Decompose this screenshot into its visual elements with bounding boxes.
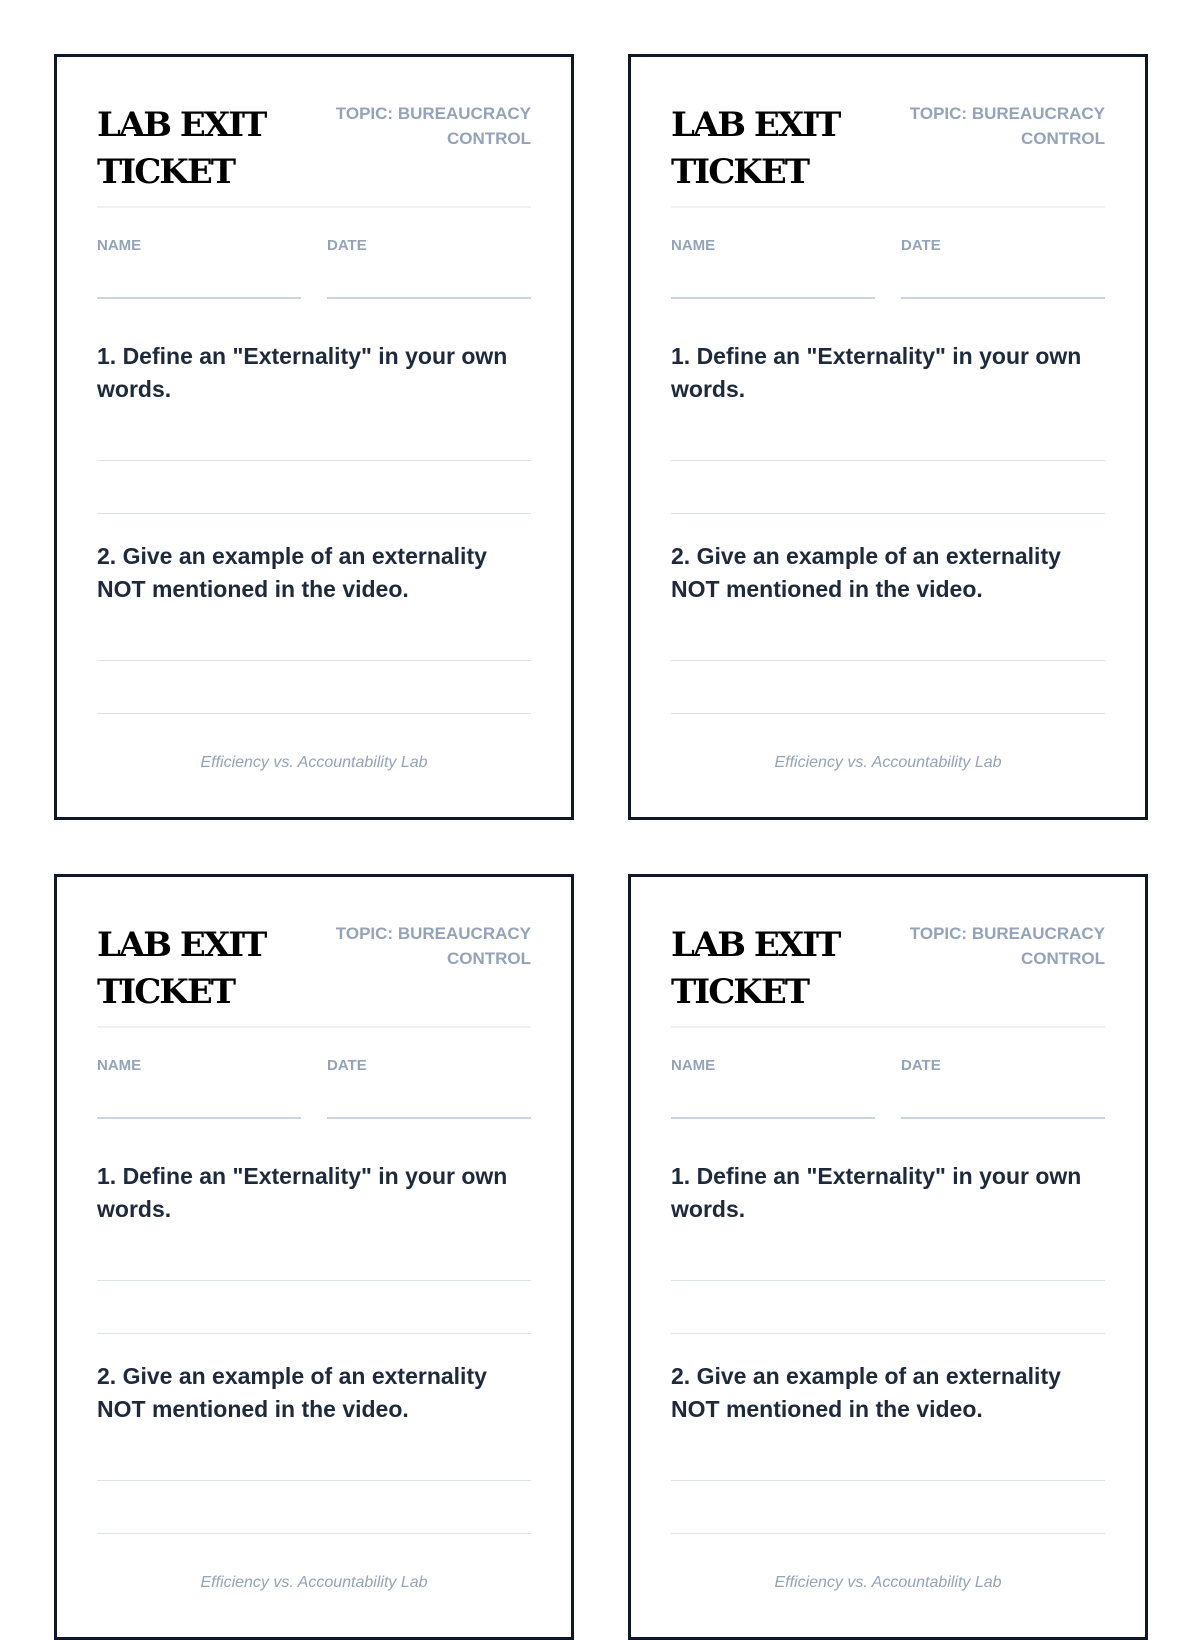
ticket-topic: TOPIC: BUREAUCRACY CONTROL [335, 924, 531, 968]
question-2: 2. Give an example of an externality NOT mentioned in the video. [97, 543, 487, 602]
question-1: 1. Define an "Externality" in your own words. [97, 343, 508, 402]
question-1: 1. Define an "Externality" in your own words. [97, 1163, 508, 1222]
answer-2-line[interactable] [671, 1480, 1105, 1481]
answer-1-line[interactable] [671, 460, 1105, 461]
header-divider [671, 206, 1105, 208]
date-label: DATE [901, 237, 941, 254]
ticket-title: LAB EXIT TICKET [97, 105, 266, 192]
answer-1-line[interactable] [97, 460, 531, 461]
answer-2-line[interactable] [671, 660, 1105, 661]
answer-2-line[interactable] [671, 1533, 1105, 1534]
ticket-content [671, 877, 1105, 1637]
exit-ticket [628, 54, 1148, 820]
ticket-footer: Efficiency vs. Accountability Lab [774, 754, 1002, 771]
answer-2-line[interactable] [97, 1480, 531, 1481]
header-divider [97, 1026, 531, 1028]
ticket-content [97, 57, 531, 817]
name-field[interactable] [97, 297, 301, 299]
header-divider [97, 206, 531, 208]
name-field[interactable] [97, 1117, 301, 1119]
answer-2-line[interactable] [97, 713, 531, 714]
name-label: NAME [671, 237, 716, 254]
name-label: NAME [97, 1057, 142, 1074]
answer-1-line[interactable] [671, 1280, 1105, 1281]
exit-ticket [54, 874, 574, 1640]
ticket-content [97, 877, 531, 1637]
ticket-content [671, 57, 1105, 817]
name-label: NAME [671, 1057, 716, 1074]
ticket-footer: Efficiency vs. Accountability Lab [200, 754, 428, 771]
ticket-title: LAB EXIT TICKET [97, 925, 266, 1012]
date-label: DATE [327, 237, 367, 254]
answer-2-line[interactable] [97, 1533, 531, 1534]
header-divider [671, 1026, 1105, 1028]
name-field[interactable] [671, 1117, 875, 1119]
date-field[interactable] [901, 297, 1105, 299]
question-2: 2. Give an example of an externality NOT mentioned in the video. [97, 1363, 487, 1422]
ticket-topic: TOPIC: BUREAUCRACY CONTROL [335, 104, 531, 148]
exit-ticket [54, 54, 574, 820]
question-2: 2. Give an example of an externality NOT mentioned in the video. [671, 543, 1061, 602]
answer-1-line[interactable] [97, 1333, 531, 1334]
answer-1-line[interactable] [671, 1333, 1105, 1334]
answer-1-line[interactable] [671, 513, 1105, 514]
exit-ticket [628, 874, 1148, 1640]
date-label: DATE [327, 1057, 367, 1074]
ticket-topic: TOPIC: BUREAUCRACY CONTROL [909, 924, 1105, 968]
ticket-footer: Efficiency vs. Accountability Lab [200, 1574, 428, 1591]
ticket-title: LAB EXIT TICKET [671, 925, 840, 1012]
date-field[interactable] [327, 1117, 531, 1119]
question-1: 1. Define an "Externality" in your own words. [671, 343, 1082, 402]
date-field[interactable] [901, 1117, 1105, 1119]
ticket-topic: TOPIC: BUREAUCRACY CONTROL [909, 104, 1105, 148]
ticket-footer: Efficiency vs. Accountability Lab [774, 1574, 1002, 1591]
question-1: 1. Define an "Externality" in your own words. [671, 1163, 1082, 1222]
answer-2-line[interactable] [97, 660, 531, 661]
name-field[interactable] [671, 297, 875, 299]
ticket-title: LAB EXIT TICKET [671, 105, 840, 192]
name-label: NAME [97, 237, 142, 254]
answer-2-line[interactable] [671, 713, 1105, 714]
question-2: 2. Give an example of an externality NOT mentioned in the video. [671, 1363, 1061, 1422]
answer-1-line[interactable] [97, 513, 531, 514]
date-label: DATE [901, 1057, 941, 1074]
date-field[interactable] [327, 297, 531, 299]
answer-1-line[interactable] [97, 1280, 531, 1281]
